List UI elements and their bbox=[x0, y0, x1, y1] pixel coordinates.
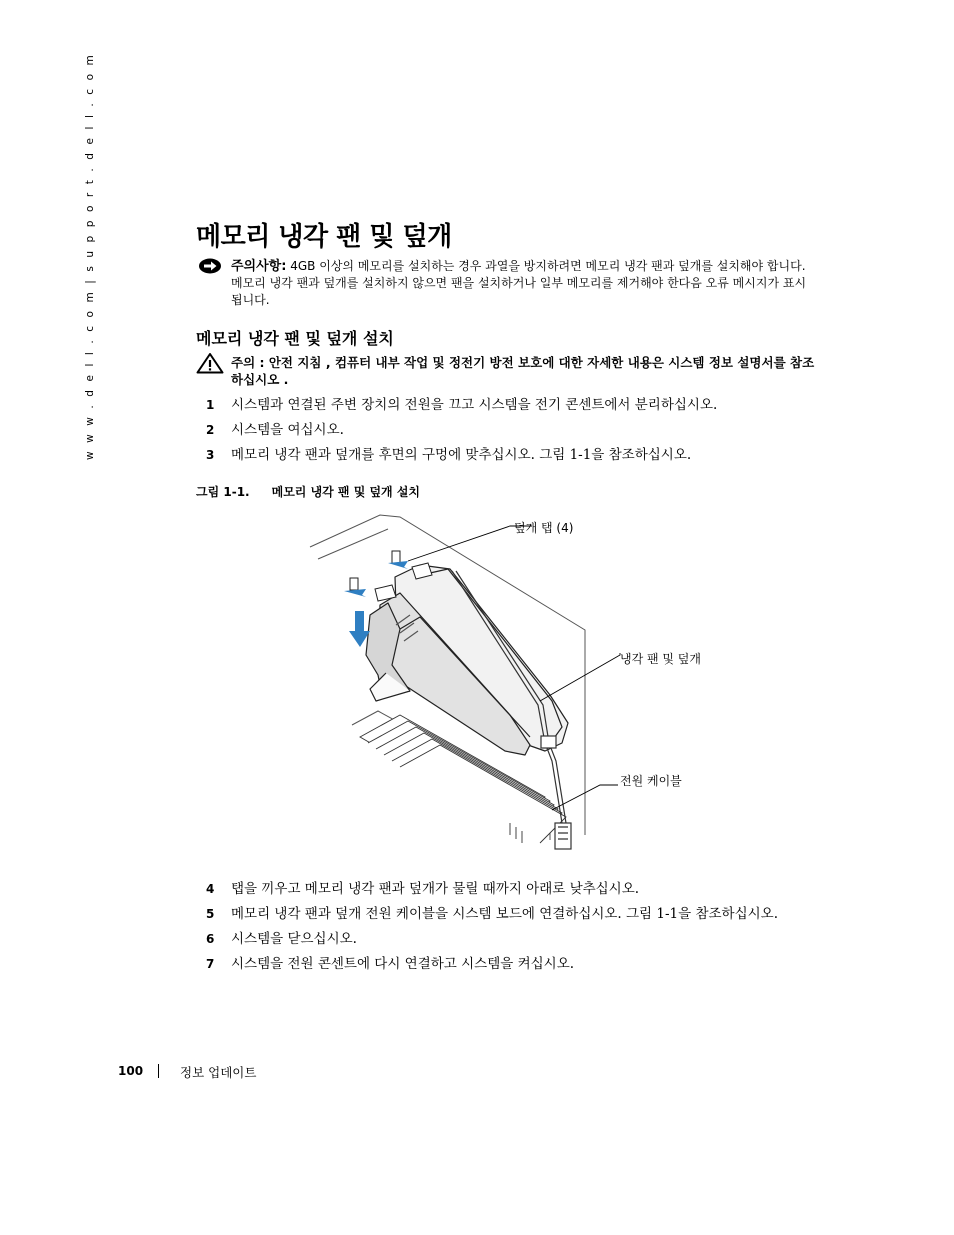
step-text: 메모리 냉각 팬과 덮개 전원 케이블을 시스템 보드에 연결하십시오. 그림 1-1을 참조하십시오. bbox=[231, 906, 779, 922]
figure-caption bbox=[196, 483, 420, 500]
step-number: 7 bbox=[206, 957, 215, 971]
step-number: 6 bbox=[206, 932, 215, 946]
page-title: 메모리 냉각 팬 및 덮개 bbox=[196, 222, 452, 252]
step-item bbox=[206, 396, 826, 415]
side-url-text: w w w . d e l l . c o m | s u p p o r t . d e l l . c o m bbox=[84, 52, 96, 460]
callout-fan-cover: 냉각 팬 및 덮개 bbox=[620, 652, 701, 666]
step-number: 3 bbox=[206, 448, 215, 462]
callout-cover-tabs: 덮개 탭 (4) bbox=[514, 521, 574, 535]
notice-body: 4GB 이상의 메모리를 설치하는 경우 과열을 방지하려면 메모리 냉각 팬과 덮개를 설치해야 합니다. 메모리 냉각 팬과 덮개를 설치하지 않으면 팬을 설치하거나 일부 메모리를 제거해야 한다음 오류 메시지가 표시됩니다. bbox=[231, 259, 807, 307]
fan-cover-illustration bbox=[300, 505, 720, 860]
caution-text: 주의 : 안전 지침 , 컴퓨터 내부 작업 및 정전기 방전 보호에 대한 자세한 내용은 시스템 정보 설명서를 참조하십시오 . bbox=[231, 355, 815, 387]
section-subtitle: 메모리 냉각 팬 및 덮개 설치 bbox=[196, 329, 394, 348]
step-item bbox=[206, 905, 826, 924]
notice-label: 주의사항: bbox=[231, 259, 287, 274]
step-text: 시스템을 닫으십시오. bbox=[231, 931, 357, 947]
step-item bbox=[206, 446, 826, 465]
step-text: 메모리 냉각 팬과 덮개를 후면의 구멍에 맞추십시오. 그림 1-1을 참조하십시오. bbox=[231, 447, 692, 463]
step-number: 1 bbox=[206, 398, 215, 412]
step-text: 시스템과 연결된 주변 장치의 전원을 끄고 시스템을 전기 콘센트에서 분리하십시오. bbox=[231, 397, 718, 413]
step-number: 2 bbox=[206, 423, 215, 437]
callout-power-cable: 전원 케이블 bbox=[620, 774, 682, 788]
steps-list-second bbox=[206, 880, 826, 980]
step-number: 5 bbox=[206, 907, 215, 921]
figure-label: 그림 1-1. bbox=[196, 485, 250, 499]
step-item bbox=[206, 955, 826, 974]
step-text: 시스템을 여십시오. bbox=[231, 422, 344, 438]
step-text: 탭을 끼우고 메모리 냉각 팬과 덮개가 물릴 때까지 아래로 낮추십시오. bbox=[231, 881, 640, 897]
page-number: 100 bbox=[118, 1064, 144, 1078]
footer-divider bbox=[158, 1064, 159, 1078]
notice-icon bbox=[198, 258, 222, 274]
notice-text bbox=[231, 258, 811, 309]
step-item bbox=[206, 880, 826, 899]
footer-section: 정보 업데이트 bbox=[180, 1065, 257, 1080]
step-item bbox=[206, 421, 826, 440]
steps-list-first bbox=[206, 396, 826, 471]
step-item bbox=[206, 930, 826, 949]
step-number: 4 bbox=[206, 882, 215, 896]
step-text: 시스템을 전원 콘센트에 다시 연결하고 시스템을 켜십시오. bbox=[231, 956, 575, 972]
figure-title: 메모리 냉각 팬 및 덮개 설치 bbox=[271, 485, 421, 499]
warning-icon bbox=[196, 352, 224, 374]
